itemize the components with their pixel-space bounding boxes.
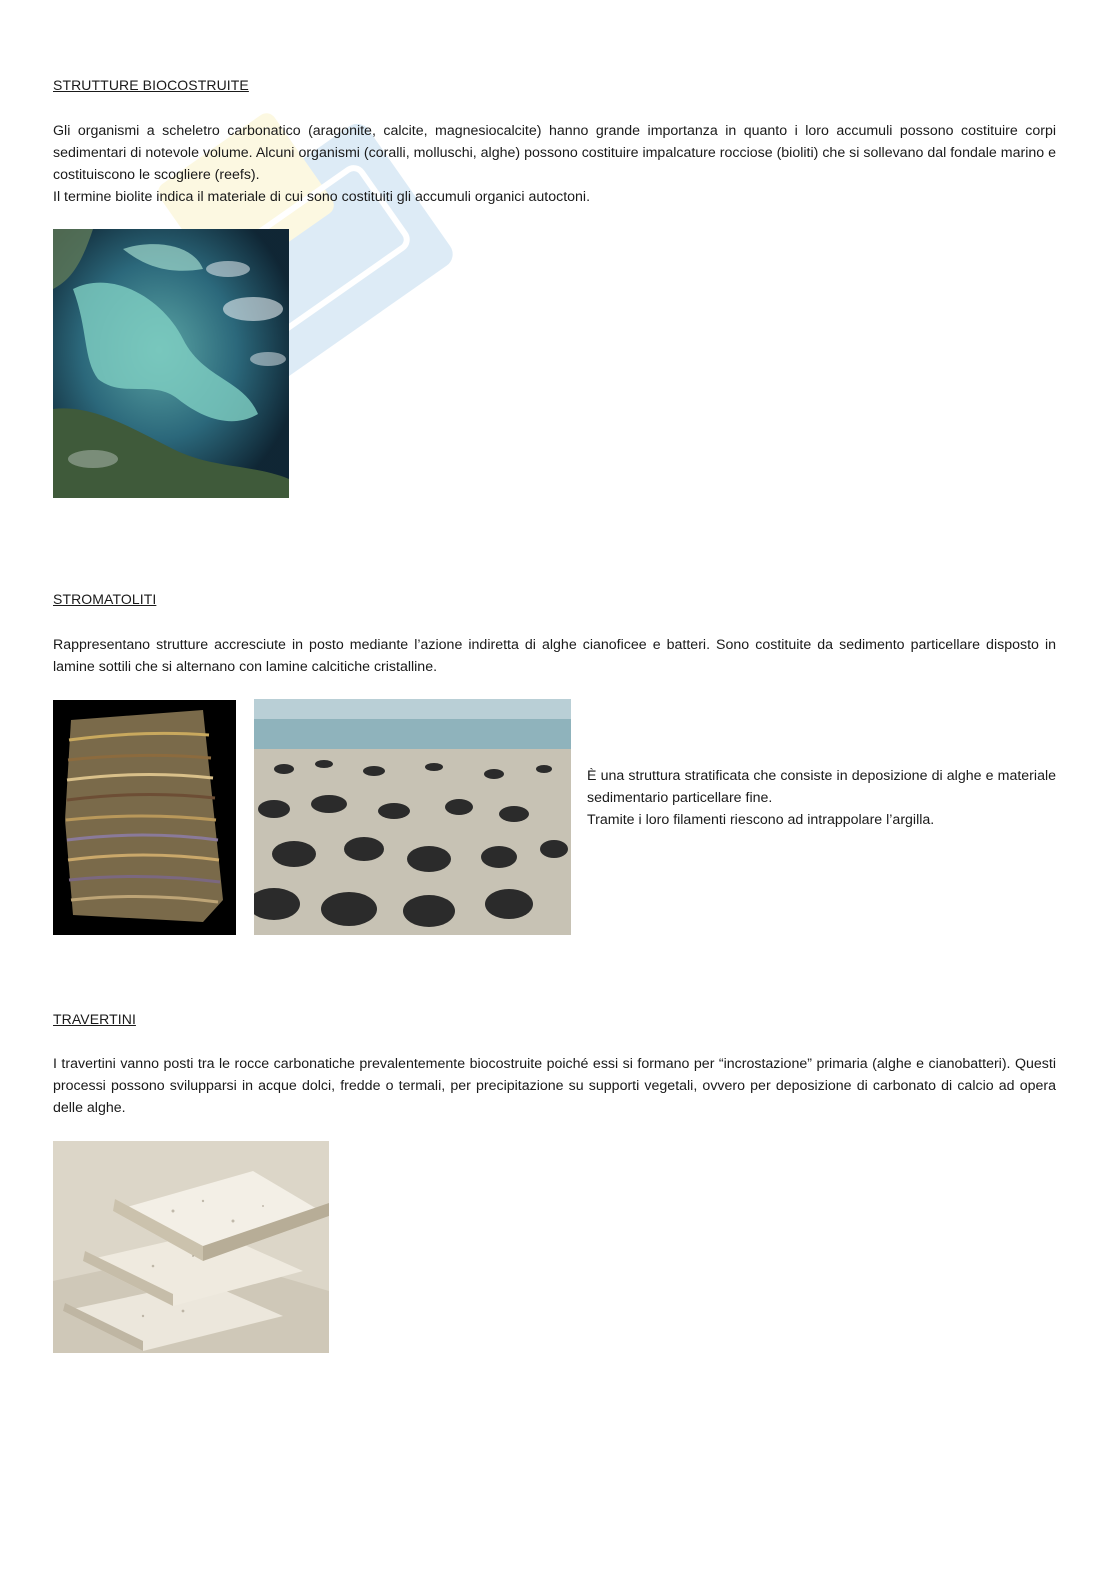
paragraph-travertini: I travertini vanno posti tra le rocce carbonatiche prevalentemente biocostruite poiché essi si formano per “incrostazione” primaria (alghe e cianobatteri). Questi processi possono svilupparsi in acque dolci, fredde o termali, per precipitazione su supporti vegetali, ovvero per deposizione di carbonato di calcio ad opera delle alghe. (53, 1056, 1056, 1116)
satellite-reef-image (53, 229, 289, 498)
travertine-slabs-image (53, 1141, 329, 1353)
stromatolite-description-line1: È una struttura stratificata che consiste in deposizione di alghe e materiale sedimentario particellare fine. (587, 768, 1056, 806)
section-heading-strutture-biocostruite: STRUTTURE BIOCOSTRUITE (53, 77, 249, 93)
stromatolite-description-line2: Tramite i loro filamenti riescono ad intrappolare l’argilla. (587, 812, 935, 828)
paragraph-stromatoliti: Rappresentano strutture accresciute in posto mediante l’azione indiretta di alghe cianoficee e batteri. Sono costituite da sedimento particellare disposto in lamine sottili che si alternano con lamine calcitiche cristalline. (53, 637, 1056, 675)
paragraph-biocostruite (53, 120, 1056, 208)
section-heading-stromatoliti: STROMATOLITI (53, 591, 157, 607)
section-heading-travertini: TRAVERTINI (53, 1011, 136, 1027)
paragraph-biocostruite-line2: Il termine biolite indica il materiale di cui sono costituiti gli accumuli organici autoctoni. (53, 189, 591, 205)
paragraph-biocostruite-line1: Gli organismi a scheletro carbonatico (aragonite, calcite, magnesiocalcite) hanno grande importanza in quanto i loro accumuli possono costituire corpi sedimentari di notevole volume. Alcuni organismi (coralli, molluschi, alghe) possono costituire impalcature rocciose (bioliti) che si sollevano dal fondale marino e costituiscono le scogliere (reefs). (53, 123, 1056, 183)
stromatolite-description (587, 765, 1056, 831)
stromatolite-section-image (53, 700, 236, 935)
stromatolites-shore-image (254, 699, 571, 935)
